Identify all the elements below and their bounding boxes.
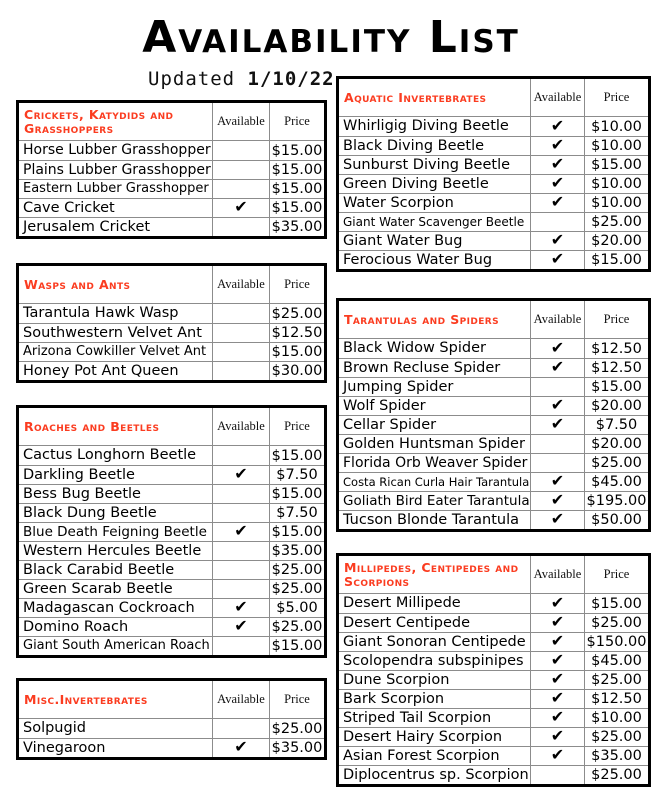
species-name: Black Diving Beetle [343, 138, 485, 154]
price-cell: $25.00 [584, 614, 648, 632]
available-checkmark-icon: ✔ [550, 471, 565, 490]
table-row [339, 708, 648, 727]
price-cell: $7.50 [269, 504, 324, 522]
table-row [19, 323, 324, 342]
table-row [19, 160, 324, 179]
availability-cell [530, 117, 584, 136]
table-row [19, 484, 324, 503]
table-row [339, 491, 648, 510]
availability-cell [530, 435, 584, 453]
table-row [19, 217, 324, 236]
table-row [339, 396, 648, 415]
table-millipedes-centipedes-and-scorpions [336, 553, 651, 787]
table-row [339, 472, 648, 491]
price-cell: $35.00 [269, 542, 324, 560]
availability-cell [530, 728, 584, 746]
species-name: Asian Forest Scorpion [343, 748, 500, 764]
availability-cell [212, 324, 269, 342]
availability-cell [212, 161, 269, 179]
price-cell: $35.00 [269, 739, 324, 757]
updated-label: Updated [148, 68, 236, 90]
species-name: Domino Roach [23, 619, 129, 635]
species-name: Madagascan Cockroach [23, 600, 195, 616]
right-column [336, 76, 651, 787]
column-header-price: Price [584, 301, 648, 338]
available-checkmark-icon: ✔ [234, 616, 248, 635]
table-crickets-katydids-and-grasshoppers [16, 100, 327, 239]
price-cell: $10.00 [584, 175, 648, 193]
availability-cell [212, 637, 269, 655]
species-name: Southwestern Velvet Ant [23, 325, 202, 341]
table-row [339, 613, 648, 632]
price-cell: $25.00 [269, 618, 324, 636]
species-name: Giant Water Bug [343, 233, 463, 249]
table-row [339, 453, 648, 472]
table-header-wasps-and-ants [19, 266, 324, 304]
table-row [339, 670, 648, 689]
table-header-roaches-and-beetles [19, 408, 324, 446]
price-cell: $15.00 [584, 156, 648, 174]
availability-cell [530, 213, 584, 231]
species-name: Dune Scorpion [343, 672, 450, 688]
price-cell: $25.00 [584, 671, 648, 689]
available-checkmark-icon: ✔ [234, 737, 248, 756]
table-row [19, 361, 324, 380]
species-name: Jumping Spider [343, 379, 454, 395]
availability-cell [530, 709, 584, 727]
price-cell: $195.00 [584, 492, 648, 510]
table-header-aquatic-invertebrates [339, 79, 648, 117]
availability-cell [212, 599, 269, 617]
species-name: Black Carabid Beetle [23, 562, 175, 578]
price-cell: $20.00 [584, 397, 648, 415]
species-name: Giant Water Scavenger Beetle [343, 215, 525, 229]
species-name: Eastern Lubber Grasshopper [23, 181, 209, 196]
column-header-price: Price [584, 556, 648, 593]
price-cell: $45.00 [584, 473, 648, 491]
price-cell: $10.00 [584, 117, 648, 136]
available-checkmark-icon: ✔ [550, 115, 565, 135]
table-row [19, 198, 324, 217]
species-name: Bess Bug Beetle [23, 486, 141, 502]
price-cell: $5.00 [269, 599, 324, 617]
species-name: Scolopendra subspinipes [343, 653, 524, 669]
availability-cell [212, 580, 269, 598]
column-header-price: Price [269, 681, 324, 718]
available-checkmark-icon: ✔ [550, 414, 565, 433]
availability-cell [530, 473, 584, 491]
price-cell: $20.00 [584, 435, 648, 453]
availability-cell [212, 485, 269, 503]
available-checkmark-icon: ✔ [550, 726, 565, 745]
available-checkmark-icon: ✔ [550, 154, 565, 173]
species-name: Jerusalem Cricket [23, 219, 151, 235]
availability-cell [530, 492, 584, 510]
available-checkmark-icon: ✔ [550, 688, 565, 707]
table-row [19, 446, 324, 465]
price-cell: $25.00 [269, 561, 324, 579]
table-title: Roaches and Beetles [24, 418, 160, 434]
available-checkmark-icon: ✔ [550, 173, 565, 192]
column-header-available: Available [212, 103, 269, 140]
price-cell: $25.00 [269, 719, 324, 738]
price-cell: $15.00 [269, 161, 324, 179]
column-header-available: Available [530, 301, 584, 338]
column-header-available: Available [212, 266, 269, 303]
table-row [19, 636, 324, 655]
table-header-misc-invertebrates [19, 681, 324, 719]
availability-cell [530, 137, 584, 155]
available-checkmark-icon: ✔ [550, 135, 565, 154]
species-name: Vinegaroon [23, 740, 106, 756]
availability-cell [530, 454, 584, 472]
availability-cell [530, 511, 584, 529]
table-misc-invertebrates [16, 678, 327, 760]
column-header-price: Price [584, 79, 648, 116]
price-cell: $20.00 [584, 232, 648, 250]
species-name: Darkling Beetle [23, 467, 135, 483]
species-name: Sunburst Diving Beetle [343, 157, 511, 173]
column-header-available: Available [530, 556, 584, 593]
species-name: Desert Hairy Scorpion [343, 729, 503, 745]
species-name: Black Widow Spider [343, 340, 486, 356]
table-row [339, 765, 648, 784]
species-name: Cactus Longhorn Beetle [23, 447, 197, 463]
price-cell: $25.00 [269, 580, 324, 598]
page-title: Availability List [142, 12, 520, 63]
price-cell: $15.00 [584, 378, 648, 396]
availability-cell [212, 561, 269, 579]
updated-line [148, 68, 335, 90]
available-checkmark-icon: ✔ [550, 192, 565, 211]
available-checkmark-icon: ✔ [550, 357, 565, 376]
table-row [339, 510, 648, 529]
species-name: Cellar Spider [343, 417, 437, 433]
availability-cell [212, 362, 269, 380]
species-name: Tucson Blonde Tarantula [343, 512, 519, 528]
table-row [19, 522, 324, 541]
table-title: Aquatic Invertebrates [344, 89, 487, 105]
table-header-tarantulas-and-spiders [339, 301, 648, 339]
table-tarantulas-and-spiders [336, 298, 651, 532]
column-header-available: Available [212, 681, 269, 718]
table-row [339, 594, 648, 613]
price-cell: $15.00 [269, 199, 324, 217]
availability-cell [212, 504, 269, 522]
availability-cell [530, 175, 584, 193]
price-cell: $15.00 [584, 594, 648, 613]
table-row [19, 719, 324, 738]
price-cell: $35.00 [584, 747, 648, 765]
species-name: Horse Lubber Grasshopper [23, 142, 211, 158]
available-checkmark-icon: ✔ [550, 631, 565, 650]
table-row [339, 193, 648, 212]
species-name: Arizona Cowkiller Velvet Ant [23, 344, 207, 359]
species-name: Ferocious Water Bug [343, 252, 493, 268]
available-checkmark-icon: ✔ [550, 230, 565, 249]
price-cell: $7.50 [269, 466, 324, 484]
table-row [339, 746, 648, 765]
available-checkmark-icon: ✔ [550, 337, 565, 357]
species-name: Giant Sonoran Centipede [343, 634, 526, 650]
available-checkmark-icon: ✔ [550, 395, 565, 414]
available-checkmark-icon: ✔ [550, 592, 565, 612]
price-cell: $12.50 [584, 690, 648, 708]
price-cell: $15.00 [584, 251, 648, 269]
price-cell: $15.00 [269, 637, 324, 655]
availability-cell [212, 466, 269, 484]
table-header-millipedes-centipedes-and-scorpions [339, 556, 648, 594]
table-row [339, 174, 648, 193]
availability-cell [530, 747, 584, 765]
species-name: Black Dung Beetle [23, 505, 157, 521]
availability-cell [212, 523, 269, 541]
availability-cell [212, 343, 269, 361]
species-name: Whirligig Diving Beetle [343, 118, 509, 134]
updated-date: 1/10/22 [247, 68, 335, 90]
price-cell: $25.00 [584, 766, 648, 784]
availability-cell [530, 416, 584, 434]
price-cell: $30.00 [269, 362, 324, 380]
table-wasps-and-ants [16, 263, 327, 383]
table-row [339, 689, 648, 708]
availability-cell [212, 719, 269, 738]
price-cell: $15.00 [269, 523, 324, 541]
species-name: Blue Death Feigning Beetle [23, 524, 207, 540]
available-checkmark-icon: ✔ [234, 464, 248, 483]
column-header-price: Price [269, 103, 324, 140]
species-name: Solpugid [23, 720, 86, 736]
table-row [339, 415, 648, 434]
available-checkmark-icon: ✔ [550, 249, 565, 268]
table-title: Misc.Invertebrates [24, 691, 148, 707]
table-row [19, 617, 324, 636]
available-checkmark-icon: ✔ [550, 490, 565, 509]
species-name: Western Hercules Beetle [23, 543, 202, 559]
available-checkmark-icon: ✔ [550, 669, 565, 688]
table-row [19, 738, 324, 757]
table-roaches-and-beetles [16, 405, 327, 658]
price-cell: $150.00 [584, 633, 648, 651]
available-checkmark-icon: ✔ [550, 509, 565, 528]
table-row [19, 598, 324, 617]
column-header-price: Price [269, 408, 324, 445]
availability-cell [530, 633, 584, 651]
table-row [19, 179, 324, 198]
availability-cell [212, 542, 269, 560]
table-title: Millipedes, Centipedes and Scorpions [344, 559, 519, 589]
species-name: Desert Centipede [343, 615, 471, 631]
availability-cell [530, 156, 584, 174]
species-name: Honey Pot Ant Queen [23, 363, 179, 379]
price-cell: $25.00 [584, 213, 648, 231]
table-row [339, 136, 648, 155]
species-name: Diplocentrus sp. Scorpion [343, 767, 529, 783]
table-row [339, 434, 648, 453]
species-name: Brown Recluse Spider [343, 360, 501, 376]
table-title: Crickets, Katydids and Grasshoppers [24, 106, 174, 136]
table-row [19, 560, 324, 579]
species-name: Tarantula Hawk Wasp [23, 305, 179, 321]
available-checkmark-icon: ✔ [234, 597, 248, 616]
price-cell: $15.00 [269, 446, 324, 465]
species-name: Goliath Bird Eater Tarantula [343, 493, 530, 509]
availability-cell [530, 359, 584, 377]
price-cell: $15.00 [269, 343, 324, 361]
available-checkmark-icon: ✔ [550, 707, 565, 726]
table-row [19, 141, 324, 160]
table-row [19, 465, 324, 484]
price-cell: $25.00 [584, 728, 648, 746]
table-row [19, 503, 324, 522]
species-name: Costa Rican Curla Hair Tarantula [343, 475, 530, 489]
price-cell: $15.00 [269, 180, 324, 198]
price-cell: $25.00 [584, 454, 648, 472]
availability-cell [530, 397, 584, 415]
availability-cell [530, 652, 584, 670]
species-name: Plains Lubber Grasshopper [23, 162, 211, 178]
species-name: Cave Cricket [23, 200, 115, 216]
species-name: Green Scarab Beetle [23, 581, 173, 597]
table-row [19, 304, 324, 323]
species-name: Green Diving Beetle [343, 176, 489, 192]
available-checkmark-icon: ✔ [550, 745, 565, 764]
price-cell: $15.00 [269, 485, 324, 503]
table-row [339, 727, 648, 746]
column-header-price: Price [269, 266, 324, 303]
available-checkmark-icon: ✔ [234, 521, 248, 540]
availability-cell [212, 180, 269, 198]
price-cell: $10.00 [584, 137, 648, 155]
availability-cell [530, 194, 584, 212]
availability-cell [530, 251, 584, 269]
species-name: Giant South American Roach [23, 638, 210, 653]
price-cell: $10.00 [584, 194, 648, 212]
left-column [16, 100, 327, 760]
availability-cell [212, 218, 269, 236]
price-cell: $12.50 [269, 324, 324, 342]
price-cell: $15.00 [269, 141, 324, 160]
species-name: Golden Huntsman Spider [343, 436, 525, 452]
table-row [19, 342, 324, 361]
species-name: Desert Millipede [343, 595, 461, 611]
species-name: Bark Scorpion [343, 691, 445, 707]
availability-cell [212, 739, 269, 757]
price-cell: $35.00 [269, 218, 324, 236]
availability-cell [212, 618, 269, 636]
species-name: Striped Tail Scorpion [343, 710, 492, 726]
availability-cell [530, 594, 584, 613]
table-aquatic-invertebrates [336, 76, 651, 272]
column-header-available: Available [212, 408, 269, 445]
availability-cell [212, 141, 269, 160]
table-row [339, 155, 648, 174]
availability-cell [212, 199, 269, 217]
table-row [339, 250, 648, 269]
price-cell: $50.00 [584, 511, 648, 529]
price-cell: $12.50 [584, 359, 648, 377]
availability-cell [530, 378, 584, 396]
available-checkmark-icon: ✔ [550, 612, 565, 631]
availability-cell [530, 671, 584, 689]
table-row [339, 212, 648, 231]
species-name: Water Scorpion [343, 195, 454, 211]
table-row [339, 358, 648, 377]
availability-cell [212, 446, 269, 465]
table-row [19, 541, 324, 560]
availability-cell [530, 232, 584, 250]
available-checkmark-icon: ✔ [550, 650, 565, 669]
table-row [339, 632, 648, 651]
availability-cell [530, 766, 584, 784]
column-header-available: Available [530, 79, 584, 116]
availability-cell [530, 690, 584, 708]
availability-cell [530, 614, 584, 632]
available-checkmark-icon: ✔ [234, 197, 248, 216]
price-cell: $10.00 [584, 709, 648, 727]
price-cell: $25.00 [269, 304, 324, 323]
price-cell: $45.00 [584, 652, 648, 670]
species-name: Wolf Spider [343, 398, 426, 414]
price-cell: $7.50 [584, 416, 648, 434]
species-name: Florida Orb Weaver Spider [343, 455, 528, 471]
availability-cell [530, 339, 584, 358]
table-header-crickets-katydids-and-grasshoppers [19, 103, 324, 141]
table-title: Wasps and Ants [24, 276, 131, 292]
table-row [339, 651, 648, 670]
table-title: Tarantulas and Spiders [344, 311, 499, 327]
price-cell: $12.50 [584, 339, 648, 358]
table-row [339, 339, 648, 358]
availability-cell [212, 304, 269, 323]
table-row [339, 231, 648, 250]
table-row [19, 579, 324, 598]
table-row [339, 377, 648, 396]
table-row [339, 117, 648, 136]
